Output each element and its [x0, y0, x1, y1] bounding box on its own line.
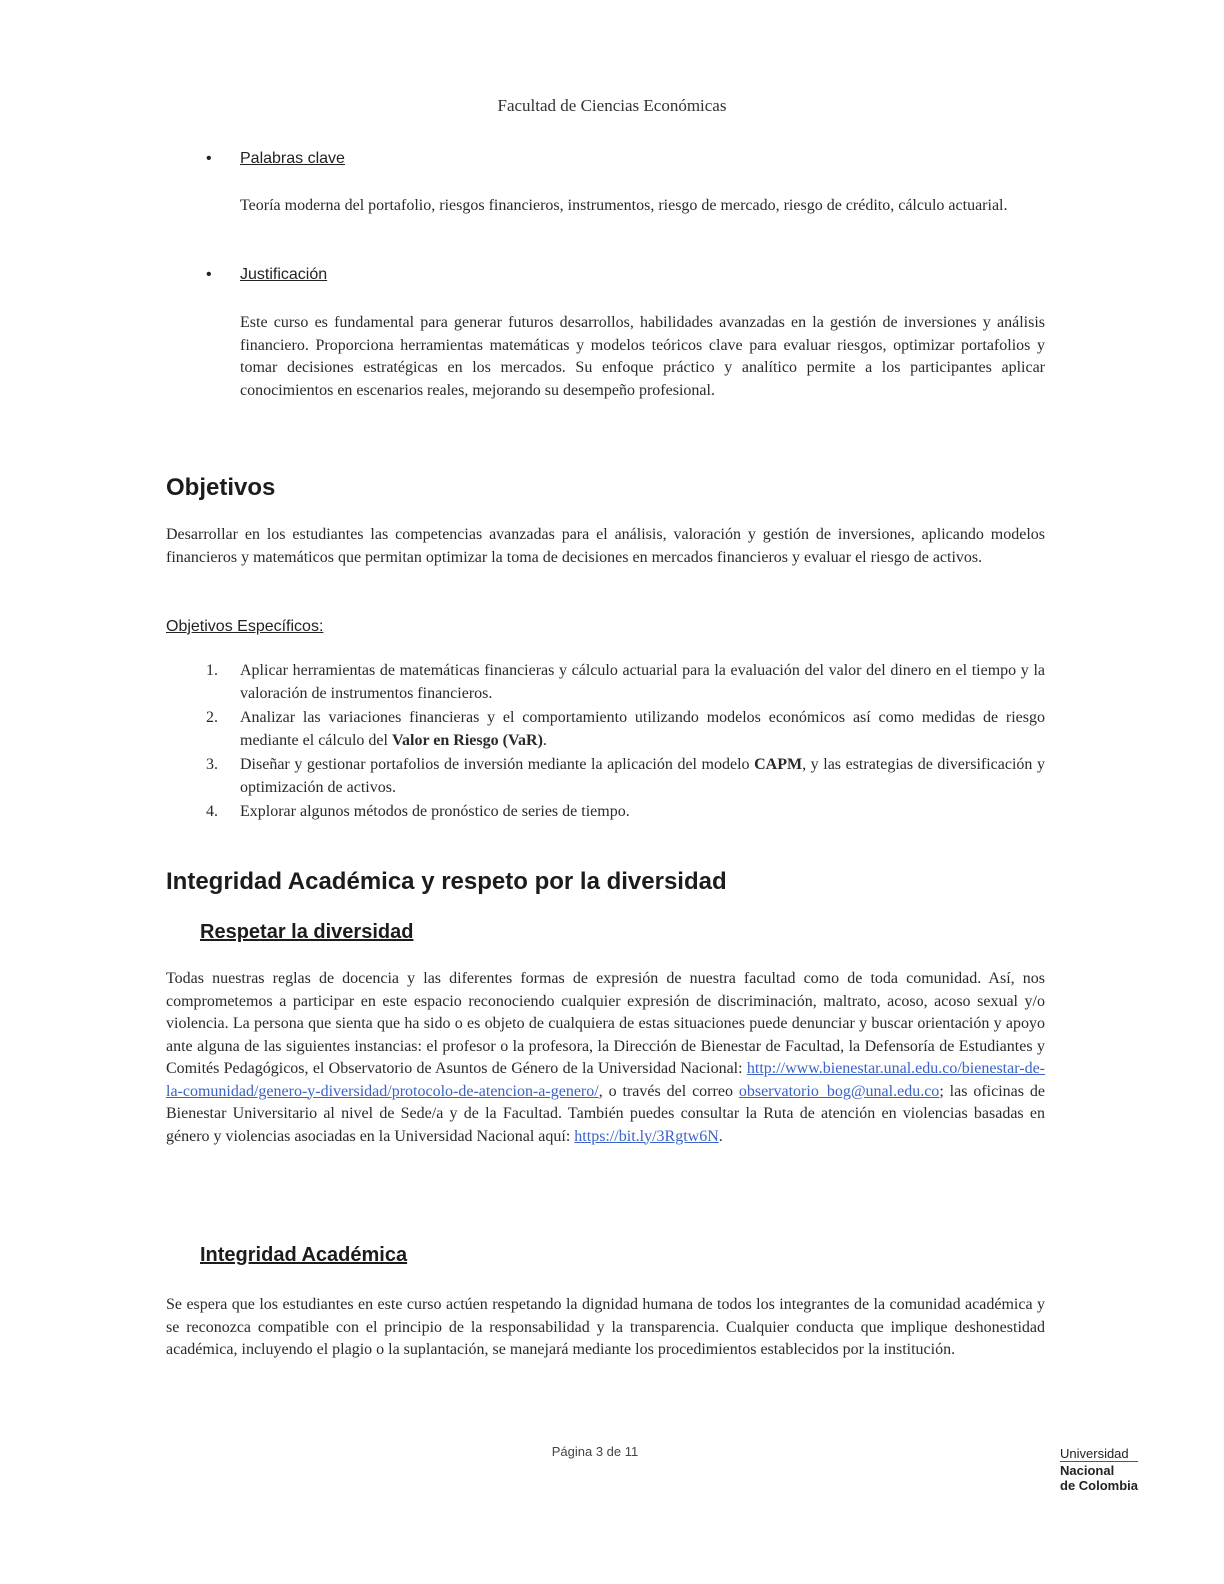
- var-term: Valor en Riesgo (VaR): [391, 731, 543, 749]
- list-item: [206, 707, 1045, 752]
- diversity-heading: Respetar la diversidad: [200, 921, 414, 943]
- justification-text: Este curso es fundamental para generar futuros desarrollos, habilidades avanzadas en la gestión de inversiones y análisis financiero. Proporciona herramientas matemáticas y modelos teóricos clave para evaluar riesgos, optimizar portafolios y tomar decisiones estratégicas en los mercados. Su enfoque práctico y analítico permite a los participantes aplicar conocimientos en escenarios reales, mejorando su desempeño profesional.: [240, 314, 1045, 399]
- keywords-label: Palabras clave: [240, 150, 345, 167]
- list-item-text: [240, 754, 1045, 799]
- specific-objectives-label: Objetivos Específicos:: [166, 618, 324, 635]
- academic-integrity-text: Se espera que los estudiantes en este curso actúen respetando la dignidad humana de todos los integrantes de la comunidad académica y se reconozca compatible con el principio de la responsabilidad y la transparencia. Cualquier conducta que implique deshonestidad académica, incluyendo el plagio o la suplantación, se manejará mediante los procedimientos establecidos por la institución.: [166, 1296, 1045, 1358]
- diversity-text-part: .: [718, 1127, 723, 1145]
- list-number: 3.: [206, 756, 218, 773]
- logo-line: Universidad: [1060, 1446, 1129, 1461]
- diversity-text: [166, 968, 1045, 1148]
- diversity-text-part: Todas nuestras reglas de docencia y las diferentes formas de expresión de nuestra facultad como de toda comunidad. Así, nos comprometemos a participar en este espacio reconociendo cualquier expresión de discriminación, maltrato, acoso, acoso sexual y/o violencia. La persona que sienta que ha sido o es objeto de cualquiera de estas situaciones puede denunciar y buscar orientación y apoyo ante alguna de las siguientes instancias: el profesor o la profesora, la Dirección de Bienestar de Facultad, la Defensoría de Estudiantes y Comités Pedagógicos, el Observatorio de Asuntos de Género de la Universidad Nacional:: [166, 970, 1045, 1077]
- gender-observatory-link[interactable]: http://www.bienestar.unal.edu.co/bienestar-de-la-comunidad/genero-y-diversidad/protocolo-de-atencion-a-genero/: [166, 1060, 1045, 1100]
- list-item-text: Aplicar herramientas de matemáticas financieras y cálculo actuarial para la evaluación del valor del dinero en el tiempo y la valoración de instrumentos financieros.: [240, 662, 1045, 702]
- logo-line: de Colombia: [1060, 1478, 1139, 1493]
- bullet-keywords: •: [206, 150, 212, 167]
- attention-route-link[interactable]: https://bit.ly/3Rgtw6N: [574, 1127, 719, 1145]
- observatory-email-link[interactable]: observatorio_bog@unal.edu.co: [738, 1082, 940, 1100]
- objectives-general-text: Desarrollar en los estudiantes las competencias avanzadas para el análisis, valoración y gestión de inversiones, aplicando modelos financieros y matemáticos que permitan optimizar la toma de decisiones en mercados financieros y evaluar el riesgo de activos.: [166, 526, 1045, 566]
- capm-term: CAPM: [754, 756, 803, 773]
- justification-label: Justificación: [240, 266, 328, 283]
- specific-objectives-list: [206, 660, 1045, 824]
- list-number: 1.: [206, 662, 218, 679]
- list-item-text: Explorar algunos métodos de pronóstico de series de tiempo.: [240, 803, 630, 820]
- list-item-text: [240, 707, 1045, 752]
- university-logo: [1060, 1446, 1138, 1493]
- keywords-text: Teoría moderna del portafolio, riesgos financieros, instrumentos, riesgo de mercado, riesgo de crédito, cálculo actuarial.: [240, 197, 1008, 214]
- page-number: Página 3 de 11: [551, 1444, 639, 1459]
- list-number: 4.: [206, 803, 218, 820]
- logo-line: Nacional: [1060, 1461, 1138, 1478]
- list-item-text-part: Diseñar y gestionar portafolios de inversión mediante la aplicación del modelo: [240, 756, 755, 773]
- list-item: [206, 660, 1045, 705]
- list-item: [206, 801, 1045, 824]
- diversity-text-part: , o través del correo: [598, 1082, 739, 1100]
- integrity-heading: Integridad Académica y respeto por la diversidad: [166, 868, 727, 895]
- list-item-text-part: Analizar las variaciones financieras y el comportamiento utilizando modelos económicos así como medidas de riesgo mediante el cálculo del: [240, 709, 1045, 749]
- objectives-heading: Objetivos: [166, 474, 276, 501]
- list-number: 2.: [206, 709, 218, 726]
- academic-integrity-heading: Integridad Académica: [200, 1244, 408, 1266]
- bullet-justification: •: [206, 266, 212, 283]
- list-item: [206, 754, 1045, 799]
- diversity-text-part: ; las oficinas de Bienestar Universitario al nivel de Sede/a y de la Facultad. También puedes consultar la Ruta de atención en violencias basadas en género y violencias asociadas en la Universidad Nacional aquí:: [166, 1082, 1045, 1145]
- list-item-text-part: .: [542, 731, 547, 749]
- list-item-text-part: , y las estrategias de diversificación y optimización de activos.: [240, 756, 1046, 796]
- page-header: Facultad de Ciencias Económicas: [497, 96, 727, 115]
